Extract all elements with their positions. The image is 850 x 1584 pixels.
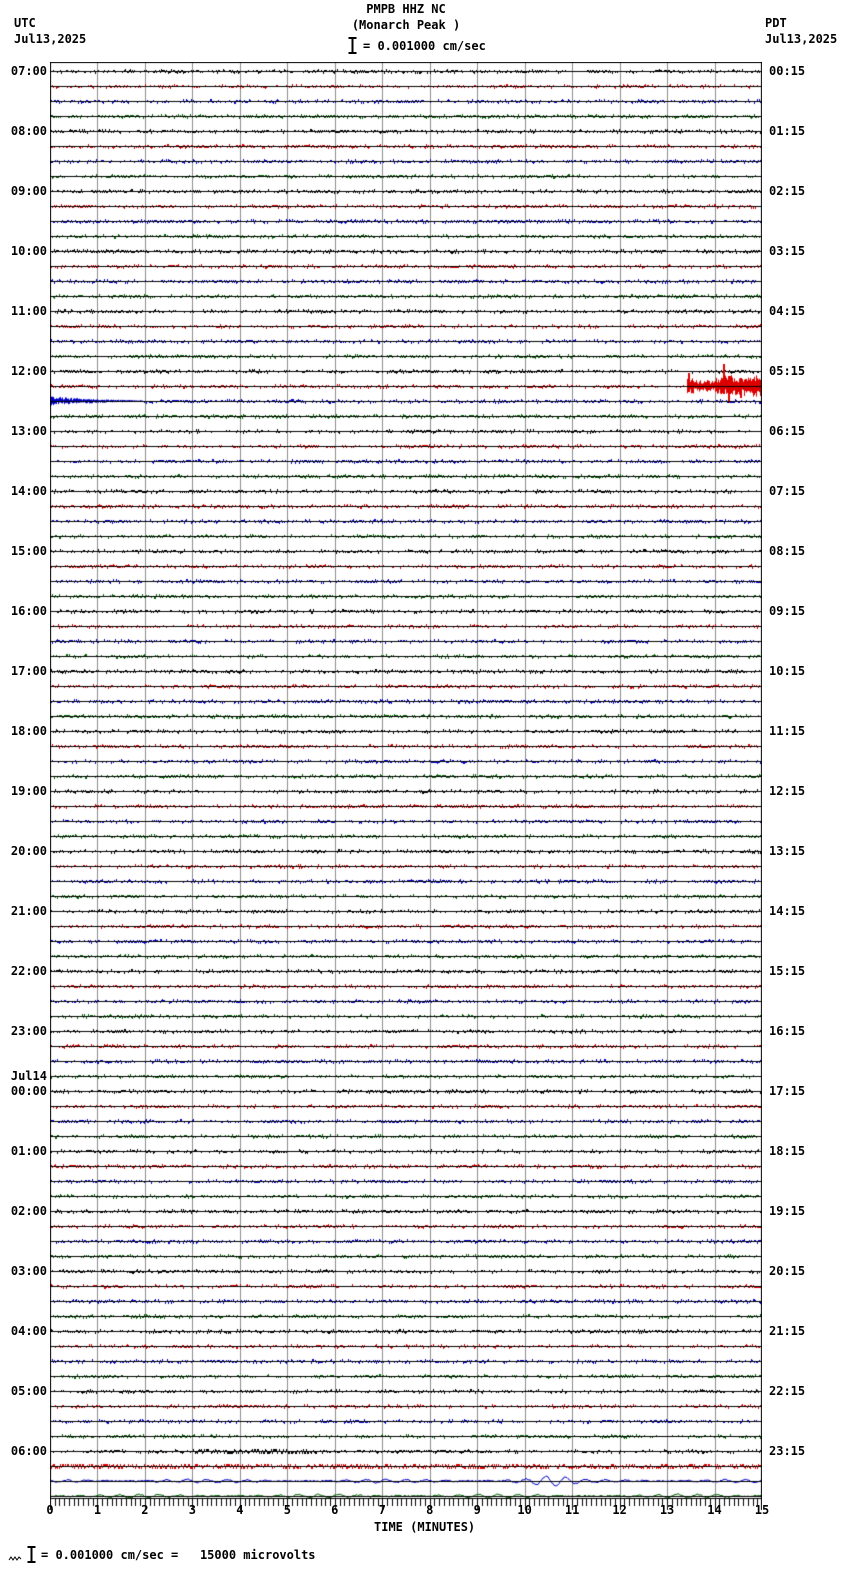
scale-row <box>348 37 486 54</box>
utc-hour-label: 22:00 <box>10 964 47 978</box>
axis-tick-label: 12 <box>612 1503 627 1517</box>
axis-tick-label: 4 <box>236 1503 244 1517</box>
helicorder-plot-canvas <box>50 62 762 1512</box>
axis-tick-label: 7 <box>378 1503 386 1517</box>
axis-tick-label: 13 <box>659 1503 675 1517</box>
utc-hour-label: 11:00 <box>10 304 47 318</box>
pdt-hour-label: 17:15 <box>769 1084 806 1098</box>
pdt-hour-label: 22:15 <box>769 1384 806 1398</box>
utc-hour-label: 06:00 <box>10 1444 47 1458</box>
axis-tick-label: 1 <box>93 1503 102 1517</box>
scale-bar-icon <box>348 37 357 54</box>
footer-scale-bar-icon <box>27 1546 36 1563</box>
pdt-hour-label: 04:15 <box>769 304 806 318</box>
axis-tick-label: 9 <box>473 1503 481 1517</box>
utc-hour-label: 07:00 <box>10 64 47 78</box>
footer-scale-text: = 0.001000 cm/sec = 15000 microvolts <box>41 1548 316 1562</box>
utc-hour-label: 23:00 <box>10 1024 47 1038</box>
utc-hour-label: 00:00 <box>10 1084 47 1098</box>
pdt-hour-label: 13:15 <box>769 844 806 858</box>
footer-scale-row <box>8 1546 316 1563</box>
utc-hour-label: 03:00 <box>10 1264 47 1278</box>
utc-hour-label: 05:00 <box>10 1384 47 1398</box>
utc-hour-label: 15:00 <box>10 544 47 558</box>
pdt-hour-label: 06:15 <box>769 424 806 438</box>
pdt-hour-label: 07:15 <box>769 484 806 498</box>
axis-tick-label: 2 <box>141 1503 149 1517</box>
utc-hour-label: 04:00 <box>10 1324 47 1338</box>
pdt-hour-label: 02:15 <box>769 184 806 198</box>
station-location: (Monarch Peak ) <box>351 18 461 32</box>
utc-hour-label: 10:00 <box>10 244 47 258</box>
pdt-hour-label: 14:15 <box>769 904 806 918</box>
waveform-squiggle-icon <box>8 1554 22 1562</box>
utc-day2-label: Jul14 <box>10 1069 47 1083</box>
pdt-hour-label: 03:15 <box>769 244 806 258</box>
pdt-hour-label: 18:15 <box>769 1144 806 1158</box>
pdt-hour-label: 20:15 <box>769 1264 806 1278</box>
utc-hour-label: 19:00 <box>10 784 47 798</box>
utc-hour-label: 16:00 <box>10 604 47 618</box>
utc-hour-label: 02:00 <box>10 1204 47 1218</box>
utc-hour-label: 12:00 <box>10 364 47 378</box>
axis-tick-label: 8 <box>426 1503 434 1517</box>
utc-label: UTC <box>14 16 36 30</box>
pdt-hour-label: 05:15 <box>769 364 806 378</box>
pdt-hour-label: 11:15 <box>769 724 806 738</box>
axis-tick-label: 6 <box>331 1503 339 1517</box>
pdt-hour-label: 16:15 <box>769 1024 806 1038</box>
axis-tick-label: 14 <box>707 1503 722 1517</box>
axis-tick-label: 11 <box>564 1503 580 1517</box>
station-title: PMPB HHZ NC <box>366 2 446 16</box>
utc-hour-label: 08:00 <box>10 124 47 138</box>
pdt-hour-label: 09:15 <box>769 604 806 618</box>
axis-tick-label: 15 <box>754 1503 770 1517</box>
pdt-hour-label: 01:15 <box>769 124 806 138</box>
utc-date: Jul13,2025 <box>14 32 87 46</box>
utc-hour-label: 20:00 <box>10 844 47 858</box>
axis-tick-label: 5 <box>283 1503 291 1517</box>
axis-tick-label: 0 <box>46 1503 54 1517</box>
pdt-hour-label: 15:15 <box>769 964 806 978</box>
axis-title: TIME (MINUTES) <box>374 1520 476 1534</box>
pdt-hour-label: 21:15 <box>769 1324 806 1338</box>
pdt-date: Jul13,2025 <box>765 32 838 46</box>
pdt-hour-label: 10:15 <box>769 664 806 678</box>
pdt-label: PDT <box>765 16 787 30</box>
pdt-hour-label: 00:15 <box>769 64 806 78</box>
axis-tick-label: 3 <box>188 1503 196 1517</box>
utc-hour-label: 18:00 <box>10 724 47 738</box>
axis-tick-label: 10 <box>517 1503 532 1517</box>
pdt-hour-label: 19:15 <box>769 1204 806 1218</box>
pdt-hour-label: 08:15 <box>769 544 806 558</box>
utc-hour-label: 13:00 <box>10 424 47 438</box>
utc-hour-label: 17:00 <box>10 664 47 678</box>
utc-hour-label: 01:00 <box>10 1144 47 1158</box>
pdt-hour-label: 12:15 <box>769 784 806 798</box>
utc-hour-label: 09:00 <box>10 184 47 198</box>
scale-value-label: = 0.001000 cm/sec <box>363 38 486 53</box>
pdt-hour-label: 23:15 <box>769 1444 806 1458</box>
utc-hour-label: 14:00 <box>10 484 47 498</box>
utc-hour-label: 21:00 <box>10 904 47 918</box>
